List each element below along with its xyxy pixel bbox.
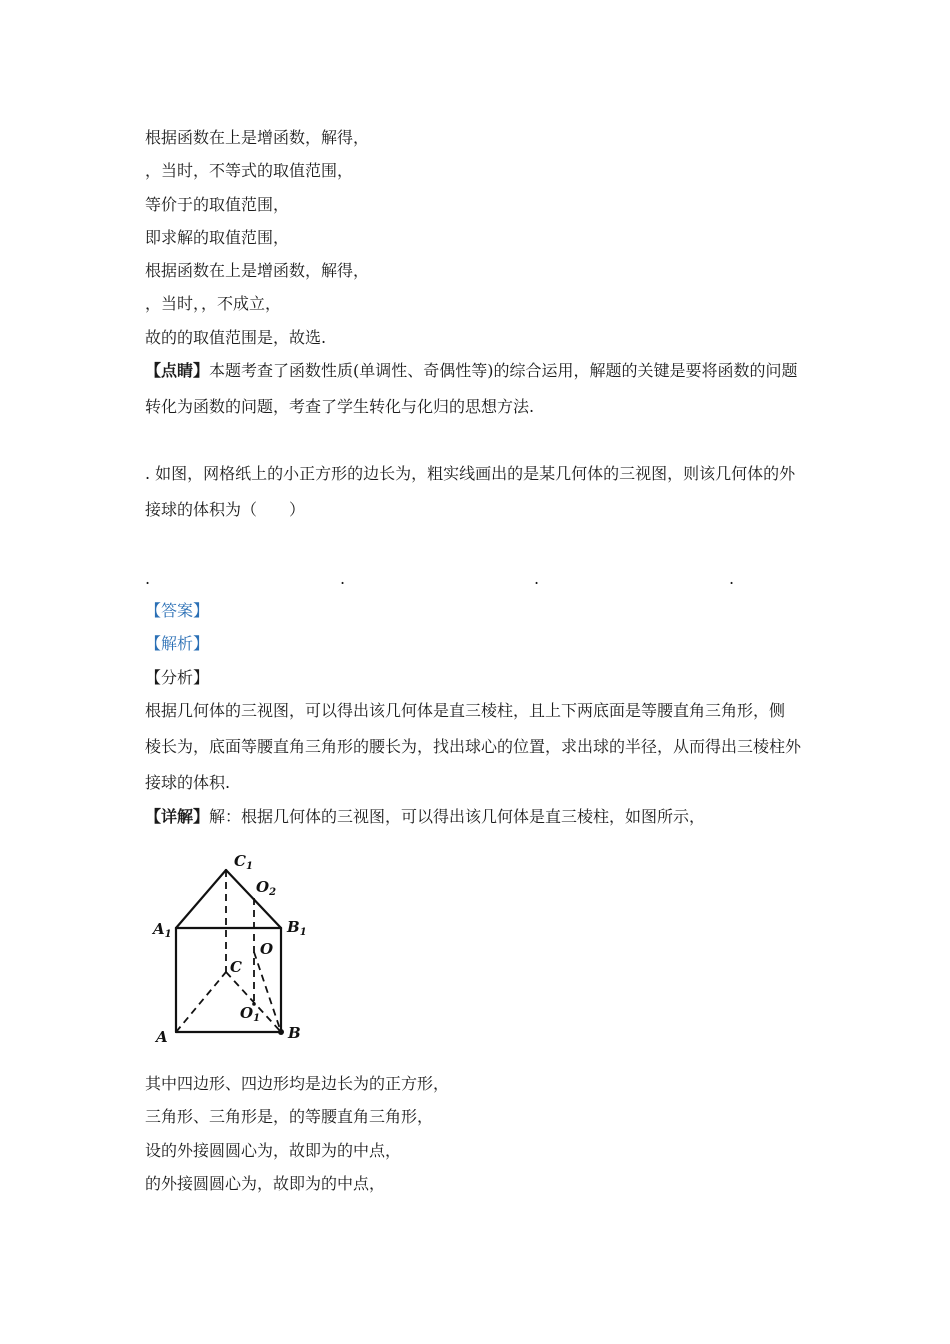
hidden-a-c	[176, 972, 226, 1032]
comment-line-2: 转化为函数的问题，考查了学生转化与化归的思想方法.	[145, 397, 535, 416]
label-b1: $B_1$	[287, 918, 307, 938]
line-5: 根据函数在上是增函数，解得，	[145, 261, 370, 280]
label-o: O	[260, 940, 274, 958]
prism-figure	[150, 848, 320, 1048]
question-line-1: . 如图，网格纸上的小正方形的边长为，粗实线画出的是某几何体的三视图，则该几何体的外	[145, 464, 796, 483]
analysis-tag: 【解析】	[145, 634, 210, 653]
body-line-3: 设的外接圆圆心为，故即为的中点，	[145, 1141, 402, 1160]
fenxi-line-2: 棱长为，底面等腰直角三角形的腰长为，找出球心的位置，求出球的半径，从而得出三棱柱外	[145, 737, 802, 756]
label-c1: $C_1$	[234, 852, 253, 872]
comment-tag: 【点睛】	[145, 361, 210, 380]
comment-line-1	[145, 361, 798, 381]
label-a: A	[156, 1028, 168, 1046]
answer-tag: 【答案】	[145, 601, 210, 620]
detail-tag: 【详解】	[145, 807, 210, 826]
detail-line	[145, 807, 705, 827]
label-b: B	[288, 1024, 301, 1042]
fenxi-line-3: 接球的体积.	[145, 773, 231, 792]
detail-text: 解：根据几何体的三视图，可以得出该几何体是直三棱柱，如图所示，	[209, 807, 706, 826]
label-o1: $O_1$	[240, 1004, 261, 1024]
edge-a1-c1	[176, 870, 226, 928]
fenxi-tag: 【分析】	[145, 668, 210, 687]
body-line-1: 其中四边形、四边形均是边长为的正方形，	[145, 1074, 450, 1093]
line-4: 即求解的取值范围，	[145, 228, 290, 247]
label-c: C	[230, 958, 242, 976]
line-2: ，当时，不等式的取值范围，	[145, 161, 354, 180]
option-a: .	[145, 569, 151, 588]
comment-text-1: 本题考查了函数性质(单调性、奇偶性等)的综合运用，解题的关键是要将函数的问题	[209, 361, 798, 380]
line-7: 故的的取值范围是，故选.	[145, 328, 327, 347]
label-a1: $A_1$	[153, 920, 172, 940]
line-6: ，当时，，不成立，	[145, 294, 282, 313]
question-line-2: 接球的体积为（ ）	[145, 500, 306, 519]
body-line-2: 三角形、三角形是，的等腰直角三角形，	[145, 1107, 434, 1126]
line-3: 等价于的取值范围，	[145, 195, 290, 214]
line-1: 根据函数在上是增函数，解得，	[145, 128, 370, 147]
label-o2: $O_2$	[256, 878, 277, 898]
option-d: .	[729, 569, 735, 588]
fenxi-line-1: 根据几何体的三视图，可以得出该几何体是直三棱柱，且上下两底面是等腰直角三角形，侧	[145, 701, 786, 720]
body-line-4: 的外接圆圆心为，故即为的中点，	[145, 1174, 386, 1193]
point-b	[278, 1029, 284, 1035]
option-b: .	[340, 569, 346, 588]
option-c: .	[534, 569, 540, 588]
